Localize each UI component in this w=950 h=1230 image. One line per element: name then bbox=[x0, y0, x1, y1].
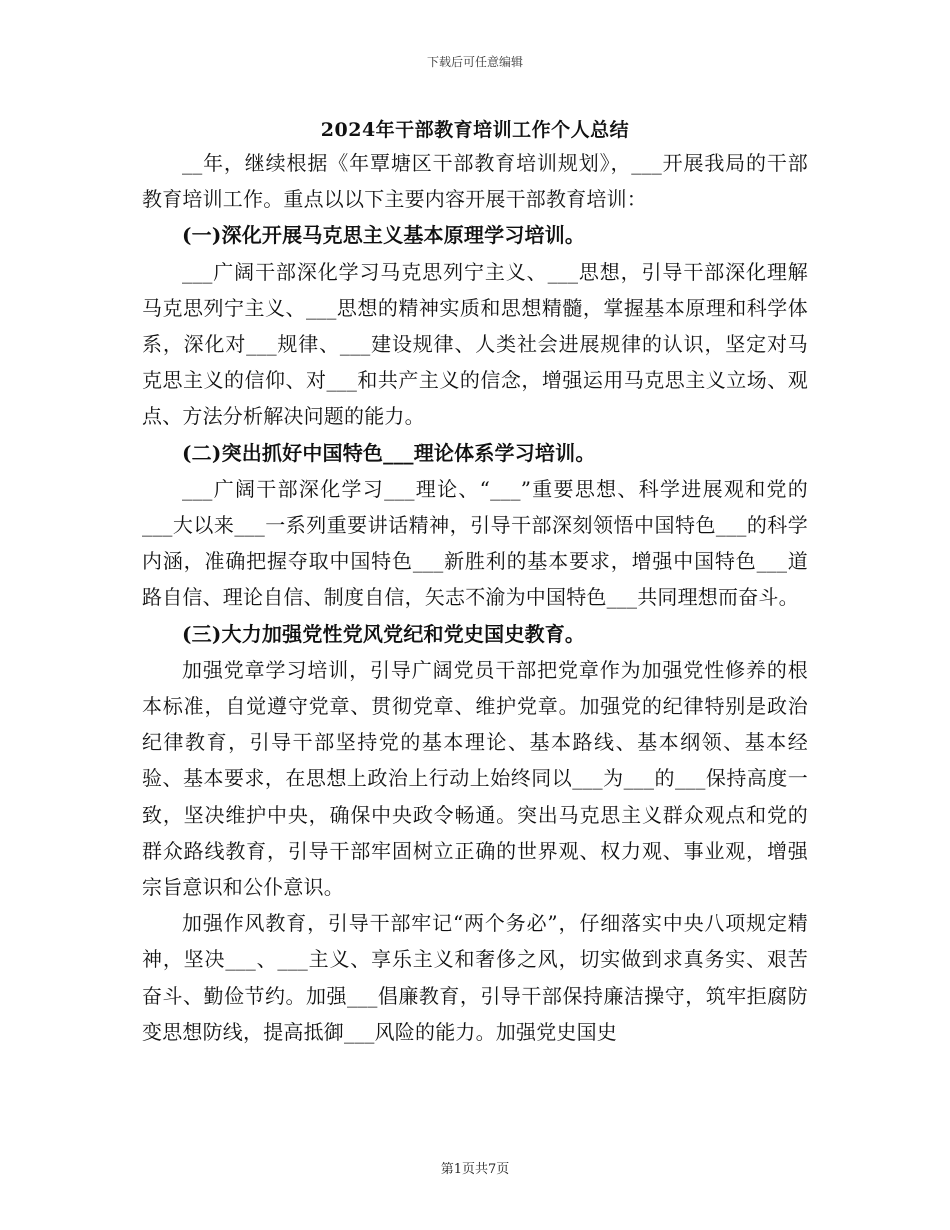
intro-paragraph: __年，继续根据《年覃塘区干部教育培训规划》，___开展我局的干部教育培训工作。重点以以下主要内容开展干部教育培训： bbox=[142, 151, 808, 212]
section-paragraph-2: ___广阔干部深化学习___理论、“___”重要思想、科学进展观和党的___大以来___一系列重要讲话精神，引导干部深刻领悟中国特色___的科学内涵，准确把握夺取中国特色___新胜利的基本要求，增强中国特色___道路自信、理论自信、制度自信，矢志不渝为中国特色___共同理想而奋斗。 bbox=[142, 476, 808, 610]
document-title: 2024年干部教育培训工作个人总结 bbox=[320, 119, 630, 141]
section-heading-1: (一)深化开展马克思主义基本原理学习培训。 bbox=[182, 223, 586, 248]
section-paragraph-3a: 加强党章学习培训，引导广阔党员干部把党章作为加强党性修养的根本标准，自觉遵守党章、贯彻党章、维护党章。加强党的纪律特别是政治纪律教育，引导干部坚持党的基本理论、基本路线、基本纲领、基本经验、基本要求，在思想上政治上行动上始终同以___为___的___保持高度一致，坚决维护中央，确保中央政令畅通。突出马克思主义群众观点和党的群众路线教育，引导干部牢固树立正确的世界观、权力观、事业观，增强宗旨意识和公仆意识。 bbox=[142, 657, 808, 900]
section-heading-3: (三)大力加强党性党风党纪和党史国史教育。 bbox=[182, 621, 586, 646]
section-paragraph-3b: 加强作风教育，引导干部牢记“两个务必”，仔细落实中央八项规定精神，坚决___、___主义、享乐主义和奢侈之风，切实做到求真务实、艰苦奋斗、勤俭节约。加强___倡廉教育，引导干部保持廉洁操守，筑牢拒腐防变思想防线，提高抵御___风险的能力。加强党史国史 bbox=[142, 911, 808, 1044]
header-note: 下载后可任意编辑 bbox=[426, 55, 523, 69]
section-paragraph-1: ___广阔干部深化学习马克思列宁主义、___思想，引导干部深化理解马克思列宁主义、___思想的精神实质和思想精髓，掌握基本原理和科学体系，深化对___规律、___建设规律、人类社会进展规律的认识，坚定对马克思主义的信仰、对___和共产主义的信念，增强运用马克思主义立场、观点、方法分析解决问题的能力。 bbox=[142, 259, 808, 429]
section-heading-2: (二)突出抓好中国特色___理论体系学习培训。 bbox=[182, 440, 596, 465]
document-body bbox=[142, 145, 808, 1050]
page-footer: 第1页共7页 bbox=[440, 1162, 510, 1177]
